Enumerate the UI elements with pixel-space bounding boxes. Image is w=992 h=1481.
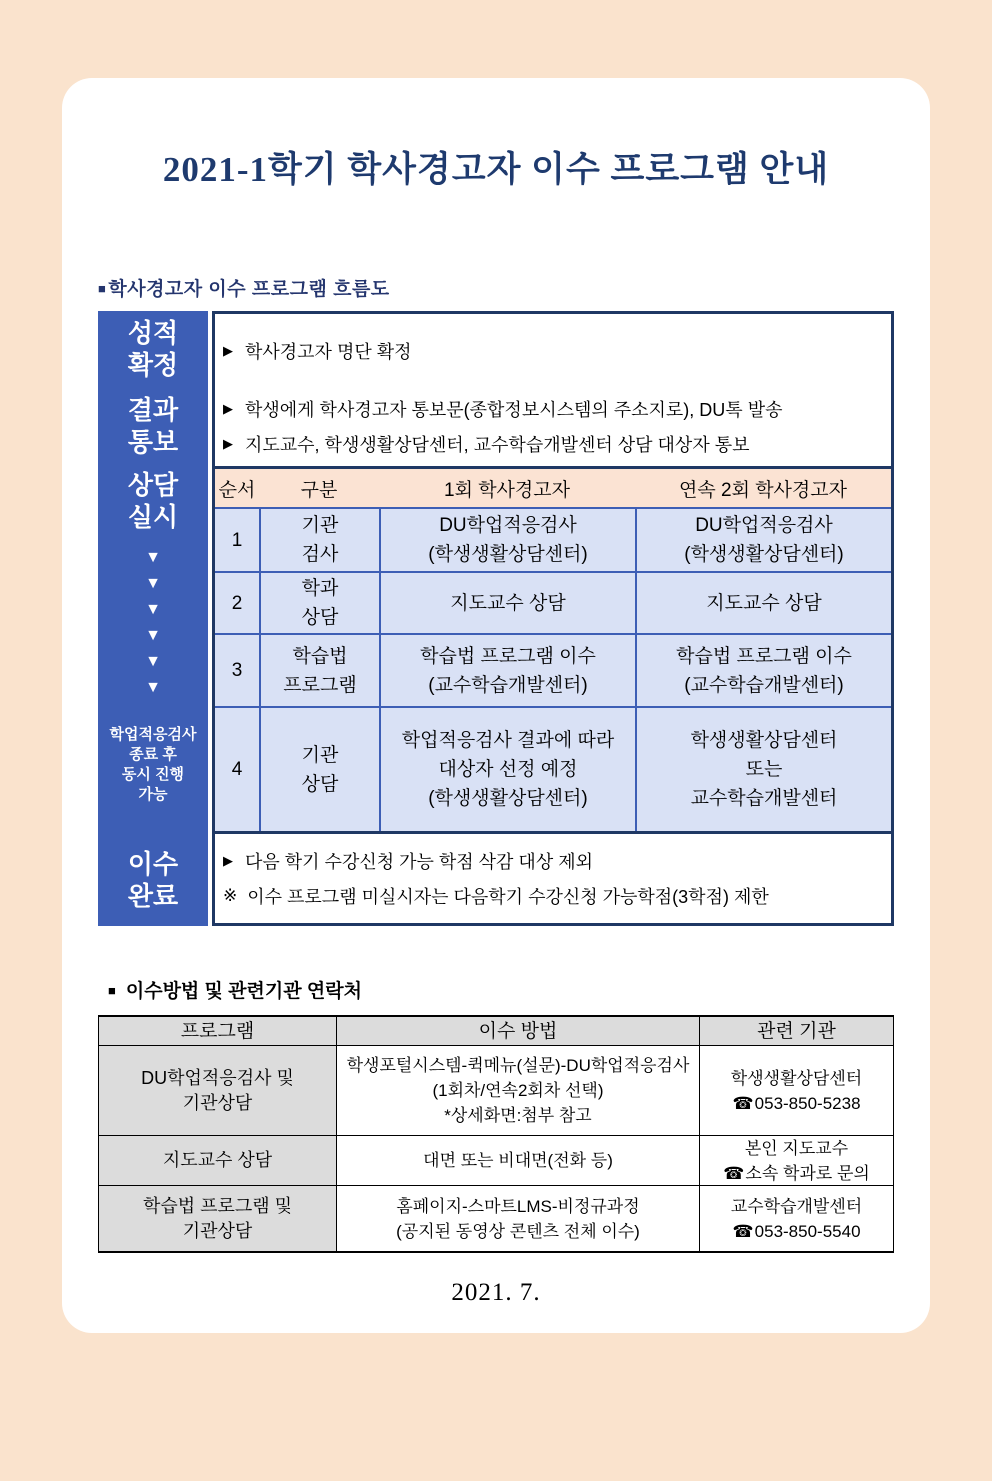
stage-label: 성적 확정 bbox=[127, 318, 179, 380]
triangle-bullet-icon: ▶ bbox=[223, 401, 233, 416]
triangle-bullet-icon: ▶ bbox=[223, 853, 233, 868]
notify-item-text: 학생에게 학사경고자 통보문(종합정보시스템의 주소지로), DU톡 발송 bbox=[245, 400, 783, 420]
org-name: 본인 지도교수 bbox=[744, 1138, 849, 1158]
contact-org-cell bbox=[699, 1045, 893, 1135]
stage-label: 상담 실시 bbox=[127, 470, 179, 532]
table-cell: 기관 상담 bbox=[259, 706, 379, 831]
flow-content-box bbox=[212, 311, 894, 926]
arrow-down-icon: ▼ bbox=[145, 575, 161, 592]
contact-header-org: 관련 기관 bbox=[699, 1017, 893, 1045]
phone-line bbox=[732, 1219, 860, 1244]
program-table-header-first-warning: 1회 학사경고자 bbox=[379, 469, 635, 507]
stage-completion bbox=[98, 833, 208, 926]
flow-section-heading bbox=[98, 274, 930, 301]
contact-method-cell: 대면 또는 비대면(전화 등) bbox=[336, 1135, 699, 1185]
grade-confirm-content bbox=[215, 314, 891, 387]
completion-note-text: 이수 프로그램 미실시자는 다음학기 수강신청 가능학점(3학점) 제한 bbox=[247, 887, 769, 907]
bullet-line bbox=[215, 338, 412, 364]
table-cell: DU학업적응검사 (학생생활상담센터) bbox=[635, 507, 891, 571]
contact-header-program: 프로그램 bbox=[99, 1017, 336, 1045]
bullet-line bbox=[215, 431, 891, 457]
contact-program-cell: DU학업적응검사 및 기관상담 bbox=[99, 1045, 336, 1135]
page-title: 2021-1학기 학사경고자 이수 프로그램 안내 bbox=[162, 150, 830, 189]
document-date: 2021. 7. bbox=[451, 1279, 541, 1306]
bullet-line bbox=[215, 848, 891, 874]
arrow-down-icon: ▼ bbox=[145, 549, 161, 566]
document-card bbox=[62, 78, 930, 1333]
phone-number: 053-850-5540 bbox=[754, 1221, 861, 1241]
phone-line bbox=[723, 1161, 870, 1186]
table-cell: 1 bbox=[215, 507, 259, 571]
contact-section-heading-text: 이수방법 및 관련기관 연락처 bbox=[125, 981, 362, 1002]
contact-program-cell: 지도교수 상담 bbox=[99, 1135, 336, 1185]
contact-header-method: 이수 방법 bbox=[336, 1017, 699, 1045]
bullet-line bbox=[215, 396, 891, 422]
phone-number: 소속 학과로 문의 bbox=[745, 1163, 870, 1183]
result-notify-content bbox=[215, 387, 891, 466]
arrow-down-icon: ▼ bbox=[145, 653, 161, 670]
arrow-stack bbox=[145, 545, 161, 701]
program-table-header-order: 순서 bbox=[215, 469, 259, 507]
sidebar-note: 학업적응검사 종료 후 동시 진행 가능 bbox=[109, 726, 197, 803]
flow-sidebar bbox=[98, 311, 208, 926]
program-table-header-category: 구분 bbox=[259, 469, 379, 507]
table-cell: 지도교수 상담 bbox=[379, 571, 635, 633]
table-cell: DU학업적응검사 (학생생활상담센터) bbox=[379, 507, 635, 571]
arrow-down-icon: ▼ bbox=[145, 679, 161, 696]
program-table-header-second-warning: 연속 2회 학사경고자 bbox=[635, 469, 891, 507]
phone-number: 053-850-5238 bbox=[754, 1093, 861, 1113]
completion-item-text: 다음 학기 수강신청 가능 학점 삭감 대상 제외 bbox=[245, 852, 593, 872]
grade-item-text: 학사경고자 명단 확정 bbox=[245, 341, 412, 362]
contact-method-cell: 홈페이지-스마트LMS-비정규과정 (공지된 동영상 콘텐츠 전체 이수) bbox=[336, 1185, 699, 1251]
contact-table bbox=[98, 1015, 894, 1253]
arrow-down-icon: ▼ bbox=[145, 601, 161, 618]
org-name: 교수학습개발센터 bbox=[730, 1196, 863, 1216]
square-bullet-icon: ■ bbox=[98, 281, 107, 296]
notify-item-text: 지도교수, 학생생활상담센터, 교수학습개발센터 상담 대상자 통보 bbox=[245, 435, 750, 455]
program-table bbox=[215, 466, 891, 834]
table-cell: 학업적응검사 결과에 따라 대상자 선정 예정 (학생생활상담센터) bbox=[379, 706, 635, 831]
flow-section-heading-text: 학사경고자 이수 프로그램 흐름도 bbox=[108, 279, 390, 300]
arrow-down-icon: ▼ bbox=[145, 627, 161, 644]
table-cell: 학습법 프로그램 이수 (교수학습개발센터) bbox=[379, 633, 635, 706]
flow-diagram bbox=[98, 311, 894, 926]
stage-label: 결과 통보 bbox=[127, 395, 179, 457]
square-bullet-icon: ■ bbox=[108, 983, 116, 998]
completion-content bbox=[215, 834, 891, 923]
triangle-bullet-icon: ▶ bbox=[223, 342, 233, 358]
phone-icon: ☎ bbox=[732, 1093, 754, 1113]
note-line bbox=[215, 883, 891, 909]
reference-mark-icon: ※ bbox=[223, 886, 238, 905]
stage-grade-confirm bbox=[98, 311, 208, 387]
table-cell: 학과 상담 bbox=[259, 571, 379, 633]
contact-program-cell: 학습법 프로그램 및 기관상담 bbox=[99, 1185, 336, 1251]
stage-result-notify bbox=[98, 387, 208, 465]
table-cell: 지도교수 상담 bbox=[635, 571, 891, 633]
table-cell: 학습법 프로그램 bbox=[259, 633, 379, 706]
contact-org-cell bbox=[699, 1135, 893, 1185]
phone-line bbox=[732, 1091, 860, 1116]
stage-counseling bbox=[98, 465, 208, 833]
phone-icon: ☎ bbox=[732, 1221, 754, 1241]
contact-method-cell: 학생포털시스템-퀵메뉴(설문)-DU학업적응검사 (1회차/연속2회차 선택) *상세화면:첨부 참고 bbox=[336, 1045, 699, 1135]
table-cell: 2 bbox=[215, 571, 259, 633]
table-cell: 학습법 프로그램 이수 (교수학습개발센터) bbox=[635, 633, 891, 706]
org-name: 학생생활상담센터 bbox=[730, 1068, 863, 1088]
table-cell: 3 bbox=[215, 633, 259, 706]
table-cell: 4 bbox=[215, 706, 259, 831]
stage-label: 이수 완료 bbox=[127, 848, 179, 911]
contact-section-heading bbox=[108, 976, 930, 1003]
contact-org-cell bbox=[699, 1185, 893, 1251]
triangle-bullet-icon: ▶ bbox=[223, 436, 233, 451]
table-cell: 기관 검사 bbox=[259, 507, 379, 571]
table-cell: 학생생활상담센터 또는 교수학습개발센터 bbox=[635, 706, 891, 831]
phone-icon: ☎ bbox=[723, 1163, 745, 1183]
